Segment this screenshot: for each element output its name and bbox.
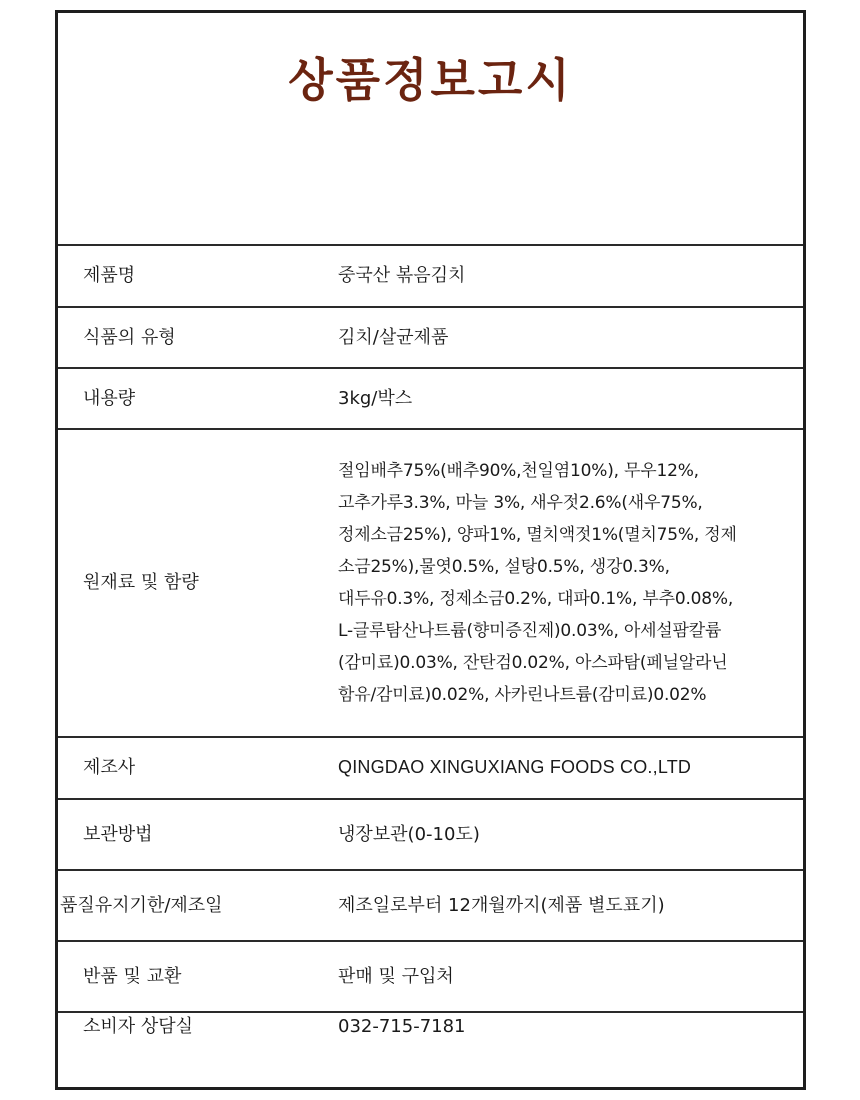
ingredients-line: 대두유0.3%, 정제소금0.2%, 대파0.1%, 부추0.08%, [338, 589, 734, 609]
consumer-center-value: 032-715-7181 [338, 1016, 466, 1037]
ingredients-line: L-글루탐산나트륨(향미증진제)0.03%, 아세설팜칼륨 [338, 621, 722, 641]
ingredients-line: 정제소금25%), 양파1%, 멸치액젓1%(멸치75%, 정제 [338, 525, 737, 545]
row-expiry [58, 870, 803, 941]
ingredients-line: 고추가루3.3%, 마늘 3%, 새우젓2.6%(새우75%, [338, 493, 703, 513]
row-consumer-center [58, 1012, 803, 1041]
row-product-name [58, 246, 803, 307]
row-storage [58, 799, 803, 870]
product-info-notice [55, 10, 806, 1090]
returns-label: 반품 및 교환 [58, 941, 318, 1012]
ingredients-line: 절임배추75%(배추90%,천일염10%), 무우12%, [338, 461, 699, 481]
returns-value: 판매 및 구입처 [318, 941, 803, 1012]
row-returns [58, 941, 803, 1012]
storage-value: 냉장보관(0-10도) [318, 799, 803, 870]
row-capacity [58, 368, 803, 429]
food-type-label: 식품의 유형 [58, 307, 318, 368]
product-name-label: 제품명 [58, 246, 318, 307]
ingredients-line: 함유/감미료)0.02%, 사카린나트륨(감미료)0.02% [338, 685, 707, 705]
expiry-value: 제조일로부터 12개월까지(제품 별도표기) [318, 870, 803, 941]
consumer-center-label: 소비자 상담실 [83, 1016, 194, 1037]
manufacturer-value: QINGDAO XINGUXIANG FOODS CO.,LTD [318, 737, 803, 799]
page-title: 상품정보고시 [288, 53, 573, 107]
row-ingredients [58, 429, 803, 737]
storage-label: 보관방법 [58, 799, 318, 870]
capacity-value: 3kg/박스 [318, 368, 803, 429]
product-name-value: 중국산 볶음김치 [318, 246, 803, 307]
row-food-type [58, 307, 803, 368]
expiry-label: 품질유지기한/제조일 [58, 870, 318, 941]
product-info-table [58, 246, 803, 1041]
ingredients-line: (감미료)0.03%, 잔탄검0.02%, 아스파탐(페닐알라닌 [338, 653, 728, 673]
ingredients-line: 소금25%),물엿0.5%, 설탕0.5%, 생강0.3%, [338, 557, 670, 577]
title-area [58, 13, 803, 246]
manufacturer-label: 제조사 [58, 737, 318, 799]
ingredients-value [318, 429, 803, 737]
ingredients-label: 원재료 및 함량 [58, 429, 318, 737]
food-type-value: 김치/살균제품 [318, 307, 803, 368]
row-manufacturer [58, 737, 803, 799]
capacity-label: 내용량 [58, 368, 318, 429]
